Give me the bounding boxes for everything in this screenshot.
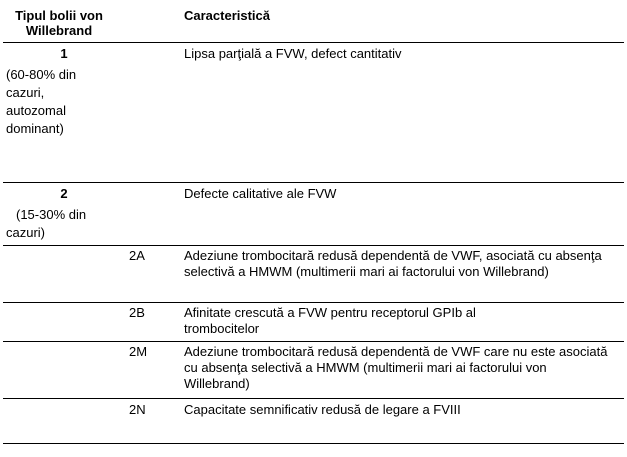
subtype-code: 2M bbox=[129, 344, 148, 359]
subtype-description: Adeziune trombocitară redusă dependentă de VWF, asociată cu absenţa selectivă a HMWM (multimerii mari ai factorului von Willebrand) bbox=[184, 248, 602, 279]
divider-2m bbox=[3, 398, 624, 399]
type1-description: Lipsa parţială a FVW, defect cantitativ bbox=[184, 46, 402, 61]
type2-note: (15-30% din cazuri) bbox=[6, 207, 87, 240]
type2-description: Defecte calitative ale FVW bbox=[184, 186, 337, 201]
divider-2a bbox=[3, 302, 624, 303]
divider-bottom bbox=[3, 443, 624, 444]
subtype-description: Capacitate semnificativ redusă de legare a FVIII bbox=[184, 402, 461, 417]
divider-2b bbox=[3, 341, 624, 342]
type1-number: 1 bbox=[60, 46, 68, 61]
header-characteristic: Caracteristică bbox=[184, 8, 270, 23]
type1-note: (60-80% din cazuri, autozomal dominant) bbox=[6, 67, 77, 136]
divider-type2 bbox=[3, 245, 624, 246]
subtype-code: 2B bbox=[129, 305, 145, 320]
header-type: Tipul bolii von Willebrand bbox=[15, 8, 103, 38]
subtype-code: 2A bbox=[129, 248, 145, 263]
subtype-code: 2N bbox=[129, 402, 146, 417]
divider-type1 bbox=[3, 182, 624, 183]
subtype-description: Afinitate crescută a FVW pentru receptorul GPIb al trombocitelor bbox=[184, 305, 476, 336]
divider-header bbox=[3, 42, 624, 43]
type2-number: 2 bbox=[60, 186, 68, 201]
subtype-description: Adeziune trombocitară redusă dependentă de VWF care nu este asociată cu absenţa selectivă a HMWM (multimerii mari ai factorului von Willebrand) bbox=[184, 344, 608, 391]
